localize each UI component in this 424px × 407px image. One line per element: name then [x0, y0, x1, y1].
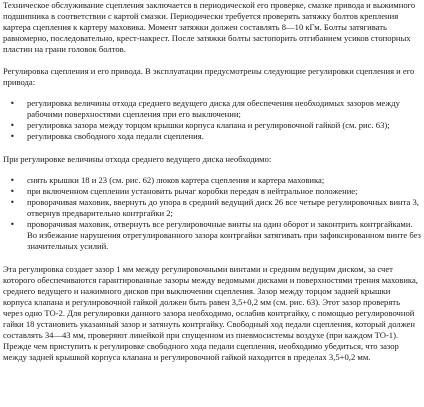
paragraph-spacer — [3, 88, 421, 98]
paragraph-spacer — [3, 55, 421, 66]
list-item: • регулировка свободного хода педали сцепления. — [27, 131, 421, 142]
paragraph-spacer — [3, 165, 421, 175]
list-item: • снять крышки 18 и 23 (см. рис. 62) люков картера сцепления и картера маховика; — [27, 175, 421, 186]
list-item: • проворачивая маховик, ввернуть до упора в средний ведущий диск 26 все четыре регулировочных винта 3, отвернув предварительно контргайки 2; — [27, 197, 421, 219]
paragraph-disk-adjustment-intro: При регулировке величины отхода среднего ведущего диска необходимо: — [3, 154, 272, 164]
list-item: • регулировка зазора между торцом крышки корпуса клапана и регулировочной гайкой (см. рис. 63); — [27, 120, 421, 131]
disk-adjustment-steps-list — [3, 175, 421, 252]
adjustment-list — [3, 98, 421, 142]
paragraph-spacer — [3, 252, 421, 264]
paragraph-adjustment-intro: Регулировка сцепления и его привода. В эксплуатации предусмотрены следующие регулировки сцепления и его привода: — [3, 66, 415, 87]
list-item: • регулировка величины отхода среднего ведущего диска для обеспечения необходимых зазоров между рабочими поверхностями сцепления при его выключении; — [27, 98, 421, 120]
list-item: • при включенном сцеплении установить рычаг коробки передач в нейтральное положение; — [27, 186, 421, 197]
list-item: • проворачивая маховик, отвернуть все регулировочные винты на один оборот и законтрить контргайками. Во избежание нарушения отрегулированного зазора контргайки затягивать при зафиксированном винте без значительных усилий. — [27, 219, 421, 252]
paragraph-maintenance: Техническое обслуживание сцепления заключается в периодической его проверке, смазке привода и выжимного подшипника в соответствии с картой смазки. Периодически требуется проверять затяжку болтов крепления картера сцепления к картеру маховика. Момент затяжки должен составлять 8—10 кГм. Болты затягивать равномерно, последовательно, крест-накрест. После затяжки болты застопорить отгибанием усиков стопорных пластин на грани головок болтов. — [3, 0, 416, 54]
paragraph-clearance-details: Эта регулировка создает зазор 1 мм между регулировочными винтами и средним ведущим диском, за счет которого обеспечиваются гарантированные зазоры между ведомыми дисками и поверхностями трения маховика, среднего ведущего и нажимного дисков при выключении сцепления. Зазор между торцом задней крышки корпуса клапана и регулировочной гайкой должен быть равен 3,5+0,2 мм (см. рис. 63). Этот зазор проверять через одно ТО-2. Для регулировки данного зазора необходимо, ослабив контргайку, с помощью регулировочной гайки 18 установить указанный зазор и затянуть контргайку. Свободный ход педали сцепления, который должен составлять 34—43 мм, проверяют линейкой при спущенном из пневмосистемы воздухе (при каждом ТО-1). Прежде чем приступить к регулировке свободного хода педали сцепления, необходимо убедиться, что зазор между задней крышкой корпуса клапана и регулировочной гайкой находится в пределах 3,5+0,2 мм. — [3, 264, 418, 362]
paragraph-spacer — [3, 142, 421, 154]
